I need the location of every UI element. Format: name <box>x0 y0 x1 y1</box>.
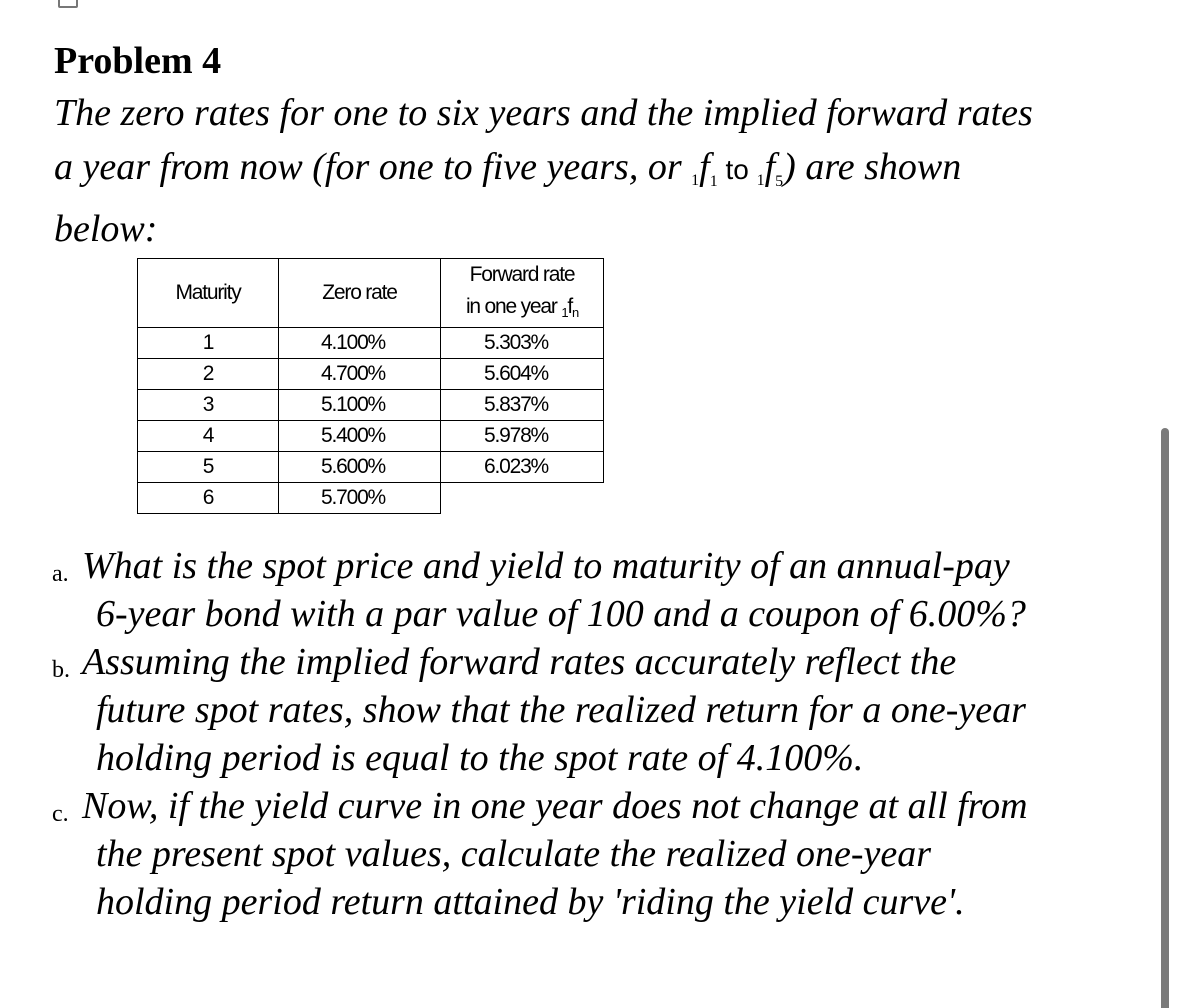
question-letter: c. <box>52 801 69 827</box>
problem-title: Problem 4 <box>54 40 222 82</box>
cell-forward-rate: 5.303% <box>441 328 604 359</box>
cell-maturity: 5 <box>138 452 279 483</box>
question-list <box>52 542 1152 926</box>
question-line: What is the spot price and yield to maturity of an annual-pay <box>82 545 1010 587</box>
cell-forward-rate: 5.837% <box>441 390 604 421</box>
cell-maturity: 3 <box>138 390 279 421</box>
intro-line-2-end: ) are shown <box>783 146 962 188</box>
cell-zero-rate: 5.400% <box>279 421 441 452</box>
header-forward-line-1: Forward rate <box>469 263 575 286</box>
symbol-suffix-sub: 5 <box>775 173 784 190</box>
table-row <box>138 359 604 390</box>
cell-maturity: 2 <box>138 359 279 390</box>
intro-line-2-start: a year from now (for one to five years, or <box>54 146 692 188</box>
question-a <box>52 542 1152 638</box>
cell-forward-rate: 5.978% <box>441 421 604 452</box>
cell-maturity: 4 <box>138 421 279 452</box>
cell-forward-rate-empty <box>441 483 604 514</box>
question-b <box>52 638 1152 782</box>
intro-line-1: The zero rates for one to six years and the implied forward rates <box>54 92 1033 134</box>
table-row <box>138 421 604 452</box>
cell-maturity: 6 <box>138 483 279 514</box>
problem-intro <box>54 86 1154 256</box>
question-line: 6-year bond with a par value of 100 and a coupon of 6.00%? <box>96 593 1026 635</box>
header-forward-sym: f <box>567 295 572 318</box>
question-text <box>52 542 1152 638</box>
cell-zero-rate: 5.100% <box>279 390 441 421</box>
header-forward-sub-n: n <box>571 305 579 320</box>
symbol-suffix-sub: 1 <box>709 173 718 190</box>
header-forward-sub: 1 <box>561 305 568 320</box>
cell-zero-rate: 5.700% <box>279 483 441 514</box>
question-line: Now, if the yield curve in one year does not change at all from <box>82 785 1028 827</box>
intro-line-3: below: <box>54 208 158 250</box>
question-c <box>52 782 1152 926</box>
vertical-scrollbar[interactable] <box>1161 428 1169 1008</box>
symbol-letter: f <box>699 146 710 188</box>
header-forward-text: in one year <box>465 295 562 318</box>
header-forward-rate <box>441 259 604 328</box>
forward-symbol-1f5 <box>757 146 784 188</box>
question-text <box>52 782 1152 926</box>
forward-symbol-1f1 <box>691 146 718 188</box>
symbol-prefix-sub: 1 <box>691 172 700 189</box>
table-row <box>138 483 604 514</box>
header-maturity: Maturity <box>138 259 279 328</box>
intro-line-2 <box>54 140 1154 202</box>
question-letter: b. <box>52 657 70 683</box>
table-row <box>138 328 604 359</box>
question-letter: a. <box>52 561 69 587</box>
question-line: Assuming the implied forward rates accurately reflect the <box>82 641 957 683</box>
symbol-letter: f <box>764 146 776 188</box>
cell-zero-rate: 4.700% <box>279 359 441 390</box>
table-row <box>138 452 604 483</box>
symbol-prefix-sub: 1 <box>756 172 765 189</box>
cell-maturity: 1 <box>138 328 279 359</box>
cell-forward-rate: 5.604% <box>441 359 604 390</box>
question-line: holding period return attained by 'riding the yield curve'. <box>96 881 965 923</box>
rates-table <box>137 258 604 514</box>
header-zero-rate: Zero rate <box>279 259 441 328</box>
header-forward-line-2 <box>441 290 603 326</box>
cell-zero-rate: 4.100% <box>279 328 441 359</box>
checkbox[interactable] <box>58 0 78 8</box>
table-row <box>138 390 604 421</box>
cell-zero-rate: 5.600% <box>279 452 441 483</box>
question-text <box>52 638 1152 782</box>
intro-to-word: to <box>717 154 757 185</box>
cell-forward-rate: 6.023% <box>441 452 604 483</box>
question-line: the present spot values, calculate the realized one-year <box>96 833 932 875</box>
question-line: future spot rates, show that the realized return for a one-year <box>96 689 1026 731</box>
table-header-row <box>138 259 604 328</box>
question-line: holding period is equal to the spot rate of 4.100%. <box>96 737 864 779</box>
